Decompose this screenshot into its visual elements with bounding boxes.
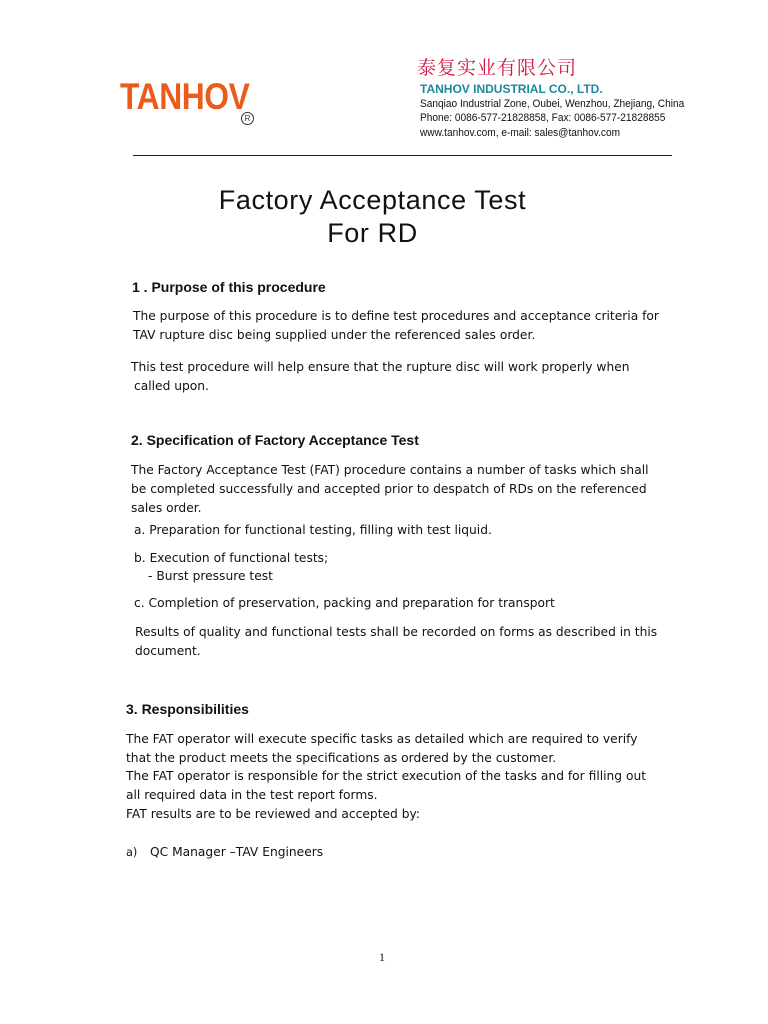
section-3-line-5: FAT results are to be reviewed and accepted by: — [126, 806, 420, 821]
section-2-paragraph-1-line-3: sales order. — [131, 500, 202, 515]
subtitle-rd: RD — [377, 218, 418, 248]
company-address: Sanqiao Industrial Zone, Oubei, Wenzhou, Zhejiang, China — [420, 98, 685, 110]
company-name-chinese: 泰复实业有限公司 — [417, 57, 578, 79]
document-subtitle — [0, 218, 745, 249]
company-logo: TANHOV — [120, 76, 250, 117]
company-name: TANHOV INDUSTRIAL CO., LTD. — [420, 82, 603, 96]
company-phone-fax: Phone: 0086-577-21828858, Fax: 0086-577-21828855 — [420, 112, 666, 124]
section-1-paragraph-1-line-2: TAV rupture disc being supplied under the referenced sales order. — [133, 327, 536, 342]
section-1-paragraph-1-line-1: The purpose of this procedure is to define test procedures and acceptance criteria for — [133, 308, 659, 323]
section-2-item-c: c. Completion of preservation, packing and preparation for transport — [134, 595, 555, 610]
section-2-paragraph-2-line-2: document. — [135, 643, 201, 658]
company-web-email: www.tanhov.com, e-mail: sales@tanhov.com — [420, 127, 621, 139]
section-3-line-1: The FAT operator will execute specific tasks as detailed which are required to verify — [126, 731, 638, 746]
page-number: 1 — [379, 950, 385, 964]
section-3-heading: 3. Responsibilities — [126, 701, 249, 717]
header-divider — [133, 155, 672, 156]
section-2-item-a: a. Preparation for functional testing, filling with test liquid. — [134, 522, 492, 537]
section-3-item-a-text: QC Manager –TAV Engineers — [150, 844, 324, 859]
document-title: Factory Acceptance Test — [218, 185, 527, 215]
section-2-heading: 2. Specification of Factory Acceptance Test — [131, 432, 419, 448]
section-2-item-b: b. Execution of functional tests; — [134, 550, 329, 565]
section-2-paragraph-1-line-2: be completed successfully and accepted prior to despatch of RDs on the referenced — [131, 481, 647, 496]
section-1-paragraph-2-line-2: called upon. — [134, 378, 209, 393]
section-1-heading: 1 . Purpose of this procedure — [132, 279, 326, 295]
registered-mark: R — [241, 112, 254, 125]
section-2-paragraph-1-line-1: The Factory Acceptance Test (FAT) procedure contains a number of tasks which shall — [131, 462, 649, 477]
section-2-paragraph-2-line-1: Results of quality and functional tests shall be recorded on forms as described in this — [135, 624, 658, 639]
section-3-line-3: The FAT operator is responsible for the strict execution of the tasks and for filling out — [126, 768, 647, 783]
section-3-line-4: all required data in the test report forms. — [126, 787, 378, 802]
subtitle-prefix: For — [327, 218, 378, 248]
section-2-item-b-sub: - Burst pressure test — [148, 568, 273, 583]
section-3-line-2: that the product meets the specifications as ordered by the customer. — [126, 750, 557, 765]
section-3-item-a-label: a) — [126, 845, 138, 859]
section-1-paragraph-2-line-1: This test procedure will help ensure that the rupture disc will work properly when — [131, 359, 630, 374]
